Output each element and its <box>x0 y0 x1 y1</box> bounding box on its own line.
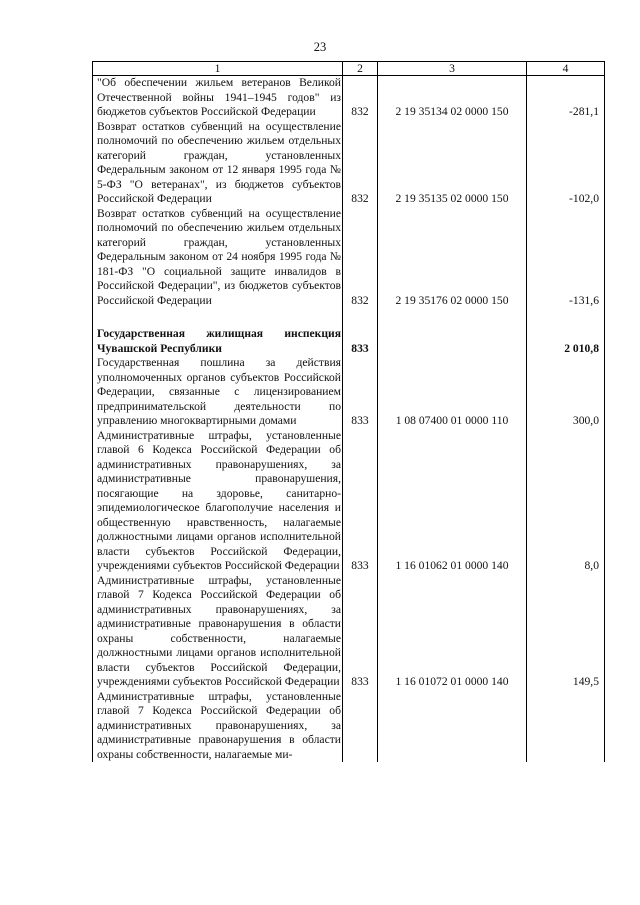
table-row <box>93 356 605 429</box>
row-amount: 2 010,8 <box>527 327 605 356</box>
row-amount <box>527 308 605 327</box>
row-admin-code <box>343 308 378 327</box>
table-row <box>93 574 605 690</box>
row-budget-code: 2 19 35135 02 0000 150 <box>378 120 527 207</box>
table-row <box>93 120 605 207</box>
revenue-table <box>92 61 605 762</box>
table-body <box>93 76 605 763</box>
page-number: 23 <box>313 40 327 54</box>
row-budget-code: 1 08 07400 01 0000 110 <box>378 356 527 429</box>
header-col-4: 4 <box>527 62 605 76</box>
row-budget-code <box>378 327 527 356</box>
row-budget-code: 1 16 01072 01 0000 140 <box>378 574 527 690</box>
row-amount: -102,0 <box>527 120 605 207</box>
row-admin-code: 832 <box>343 207 378 309</box>
row-admin-code: 832 <box>343 76 378 120</box>
row-admin-code: 832 <box>343 120 378 207</box>
table-row <box>93 327 605 356</box>
header-col-2: 2 <box>343 62 378 76</box>
row-description: Возврат остатков субвенций на осуществление полномочий по обеспечению жильем отдельных категорий граждан, установленных Федеральным законом от 24 ноября 1995 года № 181-ФЗ "О социальной защите инвалидов в Российской Федерации", из бюджетов субъектов Российской Федерации <box>93 207 343 309</box>
spacer-row <box>93 308 605 327</box>
row-amount: -281,1 <box>527 76 605 120</box>
row-amount <box>527 690 605 763</box>
row-amount: 149,5 <box>527 574 605 690</box>
row-description: Административные штрафы, установленные главой 7 Кодекса Российской Федерации об административных правонарушениях, за административные правонарушения в области охраны собственности, налагаемые должностными лицами органов исполнительной власти субъектов Российской Федерации, учреждениями субъектов Российской Федерации <box>93 574 343 690</box>
row-admin-code: 833 <box>343 429 378 574</box>
row-description: Административные штрафы, установленные главой 6 Кодекса Российской Федерации об административных правонарушениях, за административные правонарушения, посягающие на здоровье, санитарно-эпидемиологическое благополучие населения и общественную нравственность, налагаемые должностными лицами органов исполнительной власти субъектов Российской Федерации, учреждениями субъектов Российской Федерации <box>93 429 343 574</box>
row-description: "Об обеспечении жильем ветеранов Великой Отечественной войны 1941–1945 годов" из бюджетов субъектов Российской Федерации <box>93 76 343 120</box>
row-admin-code: 833 <box>343 574 378 690</box>
row-budget-code: 1 16 01062 01 0000 140 <box>378 429 527 574</box>
table-row <box>93 207 605 309</box>
header-col-1: 1 <box>93 62 343 76</box>
row-admin-code: 833 <box>343 356 378 429</box>
row-description: Административные штрафы, установленные главой 7 Кодекса Российской Федерации об административных правонарушениях, за административные правонарушения в области охраны собственности, налагаемые ми- <box>93 690 343 763</box>
row-budget-code: 2 19 35134 02 0000 150 <box>378 76 527 120</box>
row-amount: 8,0 <box>527 429 605 574</box>
row-admin-code: 833 <box>343 327 378 356</box>
row-description <box>93 308 343 327</box>
row-amount: -131,6 <box>527 207 605 309</box>
row-budget-code: 2 19 35176 02 0000 150 <box>378 207 527 309</box>
row-description: Государственная жилищная инспекция Чувашской Республики <box>93 327 343 356</box>
row-admin-code <box>343 690 378 763</box>
header-col-3: 3 <box>378 62 527 76</box>
table-row <box>93 76 605 120</box>
row-budget-code <box>378 308 527 327</box>
row-amount: 300,0 <box>527 356 605 429</box>
row-description: Государственная пошлина за действия уполномоченных органов субъектов Российской Федерации, связанные с лицензированием предпринимательской деятельности по управлению многоквартирными домами <box>93 356 343 429</box>
row-description: Возврат остатков субвенций на осуществление полномочий по обеспечению жильем отдельных категорий граждан, установленных Федеральным законом от 12 января 1995 года № 5-ФЗ "О ветеранах", из бюджетов субъектов Российской Федерации <box>93 120 343 207</box>
table-row <box>93 429 605 574</box>
row-budget-code <box>378 690 527 763</box>
table-header-row <box>93 62 605 76</box>
table-row <box>93 690 605 763</box>
